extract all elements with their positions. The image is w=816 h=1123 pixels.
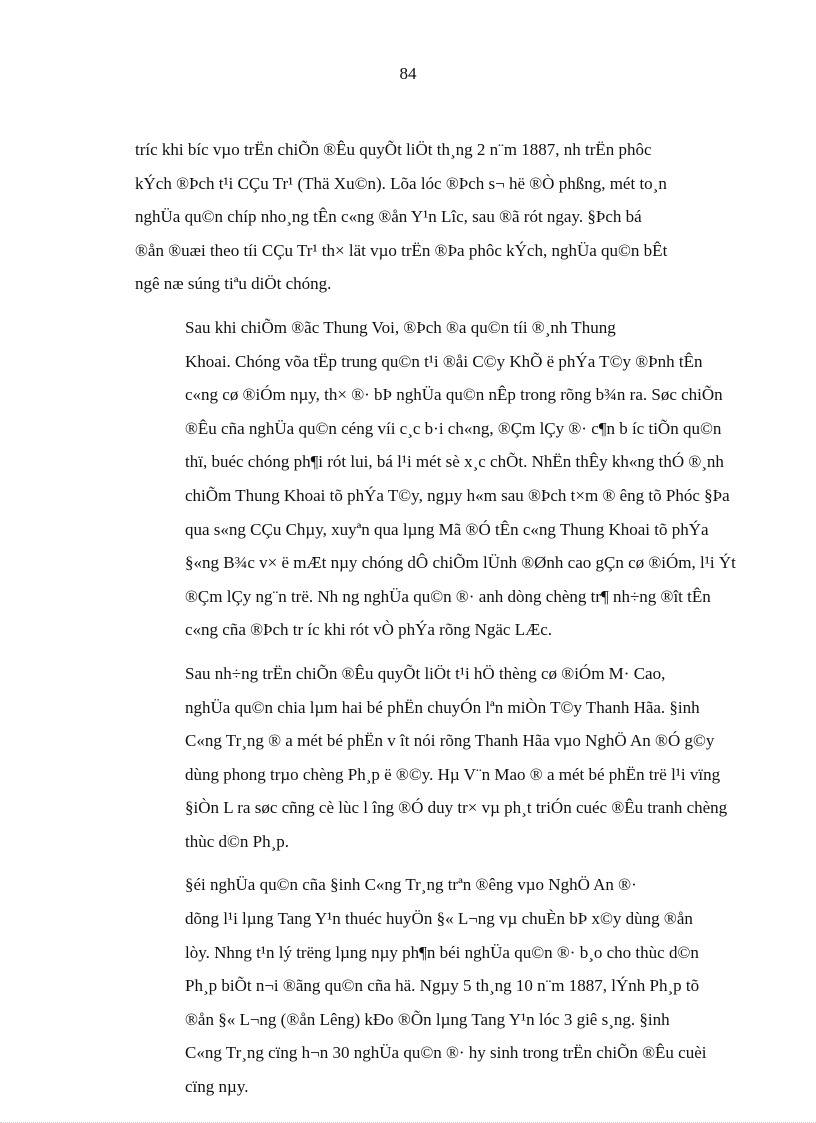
- text-line: Ph¸p biÕt n¬i ®ãng qu©n cña hä. Ngµy 5 th¸ng 10 n¨m 1887, lÝnh Ph¸p tõ: [185, 976, 700, 996]
- text-line: tríc khi bíc vµo trËn chiÕn ®Êu quyÕt liÖt th¸ng 2 n¨m 1887, nh trËn phôc: [135, 140, 652, 159]
- text-line: thï, buéc chóng ph¶i rót lui, bá l¹i mét sè x¸c chÕt. NhËn thÊy kh«ng thÓ ®¸nh: [185, 452, 724, 472]
- text-line: cïng nµy.: [185, 1077, 249, 1097]
- text-line: lòy. Nhng t¹n lý trëng lµng nµy ph¶n béi nghÜa qu©n ®· b¸o cho thùc d©n: [185, 942, 699, 962]
- text-line: c«ng cø ®iÓm nµy, th× ®· bÞ nghÜa qu©n nÊp trong rõng b¾n ra. Søc chiÕn: [185, 385, 723, 405]
- document-body: [135, 133, 740, 1114]
- text-line: qua s«ng CÇu Chµy, xuyªn qua lµng Mã ®Ó tÊn c«ng Thung Khoai tõ phÝa: [185, 519, 709, 539]
- text-line: ®Çm lÇy ng¨n trë. Nh ng nghÜa qu©n ®· anh dòng chèng tr¶ nh÷ng ®ît tÊn: [185, 586, 711, 606]
- text-line: chiÕm Thung Khoai tõ phÝa T©y, ngµy h«m sau ®Þch t×m ® êng tõ Phóc §Þa: [185, 485, 730, 505]
- text-line: c«ng cña ®Þch tr íc khi rót vÒ phÝa rõng Ngäc LÆc.: [185, 620, 552, 640]
- text-line: Khoai. Chóng võa tËp trung qu©n t¹i ®åi C©y KhÕ ë phÝa T©y ®Þnh tÊn: [185, 351, 703, 371]
- paragraph-1: [135, 133, 740, 301]
- text-line: dùng phong trµo chèng Ph¸p ë ®©y. Hµ V¨n Mao ® a mét bé phËn trë l¹i vïng: [185, 764, 721, 784]
- text-line: C«ng Tr¸ng cïng h¬n 30 nghÜa qu©n ®· hy sinh trong trËn chiÕn ®Êu cuèi: [185, 1043, 707, 1063]
- text-line: Sau nh÷ng trËn chiÕn ®Êu quyÕt liÖt t¹i hÖ thèng cø ®iÓm M· Cao,: [185, 663, 666, 683]
- text-line: kÝch ®Þch t¹i CÇu Tr¹ (Thä Xu©n). Lõa lóc ®Þch s¬ hë ®Ò phßng, mét to¸n: [135, 173, 667, 193]
- text-line: ®ån §« L¬ng (®ån Lêng) kÐo ®Õn lµng Tang Y¹n lóc 3 giê s¸ng. §inh: [185, 1009, 670, 1029]
- text-line: §«ng B¾c v× ë mÆt nµy chóng dÔ chiÕm lÜnh ®Ønh cao gÇn cø ®iÓm, l¹i Ýt: [185, 553, 736, 573]
- text-line: dõng l¹i lµng Tang Y¹n thuéc huyÖn §« L¬ng vµ chuÈn bÞ x©y dùng ®ån: [185, 909, 693, 929]
- text-line: C«ng Tr¸ng ® a mét bé phËn v ît nói rõng Thanh Hãa vµo NghÖ An ®Ó g©y: [185, 731, 715, 751]
- page-number: 84: [399, 64, 417, 83]
- text-line: nghÜa qu©n chia lµm hai bé phËn chuyÓn lªn miÒn T©y Thanh Hãa. §inh: [185, 697, 700, 717]
- text-line: nghÜa qu©n chíp nho¸ng tÊn c«ng ®ån Y¹n Lîc, sau ®ã rót ngay. §Þch bá: [135, 207, 642, 227]
- text-line: §iÒn L ra søc cñng cè lùc l îng ®Ó duy tr× vµ ph¸t triÓn cuéc ®Êu tranh chèng: [185, 798, 728, 818]
- text-line: Sau khi chiÕm ®ãc Thung Voi, ®Þch ®a qu©n tíi ®¸nh Thung: [185, 317, 616, 337]
- paragraph-2: [135, 311, 740, 647]
- text-line: ngê næ súng tiªu diÖt chóng.: [135, 274, 332, 294]
- text-line: §éi nghÜa qu©n cña §inh C«ng Tr¸ng trªn ®êng vµo NghÖ An ®·: [185, 875, 637, 895]
- paragraph-3: [135, 657, 740, 859]
- text-line: ®Êu cña nghÜa qu©n céng víi c¸c b·i ch«ng, ®Çm lÇy ®· c¶n b íc tiÕn qu©n: [185, 418, 722, 438]
- paragraph-4: [135, 868, 740, 1103]
- text-line: thùc d©n Ph¸p.: [185, 831, 290, 851]
- text-line: ®ån ®uæi theo tíi CÇu Tr¹ th× lät vµo trËn ®Þa phôc kÝch, nghÜa qu©n bÊt: [135, 240, 668, 260]
